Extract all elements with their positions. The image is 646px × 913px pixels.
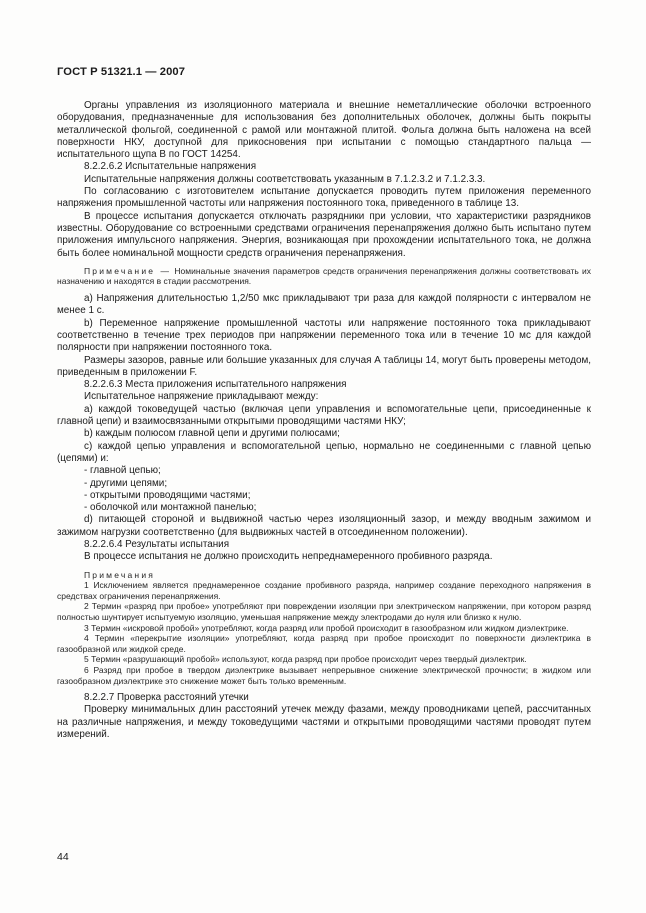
paragraph: Размеры зазоров, равные или большие указанных для случая А таблицы 14, могут быть проверены методом, приведенным в приложении F. [57,354,591,378]
paragraph: В процессе испытания допускается отключать разрядники при условии, что характеристики разрядников известны. Оборудование со встроенными средствами ограничения перенапряжения должно быть испытано путем приложения импульсного напряжения. Энергия, возникающая при прохождении испытательного тока, не должна быть более номинальной мощности средств ограничения перенапряжения. [57,210,591,259]
list-item: b) каждым полюсом главной цепи и другими полюсами; [84,428,340,440]
list-item: b) Переменное напряжение промышленной частоты или напряжение постоянного тока прикладывают соответственно в течение трех периодов при напряжении переменного тока или в течение 10 мс для каждой полярности при напряжении постоянного тока. [57,317,591,354]
dash-item: - открытыми проводящими частями; [84,489,251,501]
note-item: 1 Исключением является преднамеренное создание пробивного разряда, например создание переходного напряжения в средствах ограничения перенапряжения. [57,580,591,601]
page-number: 44 [57,851,69,863]
note [57,266,591,287]
note-item: 4 Термин «перекрытие изоляции» употребляют, когда разряд при пробое происходит по поверхности диэлектрика в газообразной или жидкой среде. [57,633,591,654]
list-item: а) Напряжения длительностью 1,2/50 мкс прикладывают три раза для каждой полярности с интервалом не менее 1 с. [57,293,591,317]
page-body [57,100,591,741]
paragraph: Органы управления из изоляционного материала и внешние неметаллические оболочки встроенного оборудования, предназначенные для использования без дополнительных оболочек, должны быть покрыты металлической фольгой, соединенной с рамой или монтажной плитой. Фольга должна быть наложена на всей поверхности НКУ, доступной для прикосновения при испытании с помощью стандартного пальца — испытательного щупа В по ГОСТ 14254. [57,100,591,161]
list-item: с) каждой цепью управления и вспомогательной цепью, нормально не соединенными с главной цепью (цепями) и: [57,440,591,464]
section-heading: 8.2.2.7 Проверка расстояний утечки [84,692,249,704]
list-item: d) питающей стороной и выдвижной частью через изоляционный зазор, и между вводным зажимом и зажимом нагрузки соответственно (для выдвижных частей в отсоединенном положении). [57,514,591,538]
paragraph: В процессе испытания не должно происходить непреднамеренного пробивного разряда. [84,551,493,563]
dash-item: - оболочкой или монтажной панелью; [84,502,257,514]
note-item: 3 Термин «искровой пробой» употребляют, когда разряд или пробой происходит в газообразном или жидком диэлектрике. [84,622,569,633]
note-text: Номинальные значения параметров средств ограничения перенапряжения должны соответствовать их назначению и находятся в стадии рассмотрения. [57,265,591,287]
section-heading: 8.2.2.6.4 Результаты испытания [84,538,230,550]
section-heading: 8.2.2.6.2 Испытательные напряжения [84,161,257,173]
dash-item: - главной цепью; [84,465,161,477]
section-heading: 8.2.2.6.3 Места приложения испытательного напряжения [84,379,347,391]
document-header: ГОСТ Р 51321.1 — 2007 [57,66,186,78]
paragraph: Испытательные напряжения должны соответствовать указанным в 7.1.2.3.2 и 7.1.2.3.3. [84,173,486,185]
note-item: 2 Термин «разряд при пробое» употребляют при повреждении изоляции при электрическом напряжении, при котором разряд полностью шунтирует испытуемую изоляцию, уменьшая напряжение между электродами до нуля или близко к нулю. [57,601,591,622]
paragraph: Проверку минимальных длин расстояний утечек между фазами, между проводниками цепей, рассчитанных на различные напряжения, и между токоведущими частями и открытыми проводящими частями проводят путем измерений. [57,704,591,740]
paragraph: По согласованию с изготовителем испытание допускается проводить путем приложения переменного напряжения промышленной частоты или напряжения постоянного тока, приведенного в таблице 13. [57,186,591,210]
notes-heading: Примечания [84,569,156,580]
paragraph: Испытательное напряжение прикладывают между: [84,391,319,403]
note-label: Примечание — [84,265,172,276]
note-item: 6 Разряд при пробое в твердом диэлектрике вызывает непрерывное снижение электрической прочности; в жидком или газообразном диэлектрике это снижение может быть только временным. [57,664,591,686]
list-item: а) каждой токоведущей частью (включая цепи управления и вспомогательные цепи, присоединенные к главной цепи) и взаимосвязанными открытыми проводящими частями НКУ; [57,403,591,428]
note-item: 5 Термин «разрушающий пробой» используют, когда разряд при пробое происходит через твердый диэлектрик. [84,654,527,665]
dash-item: - другими цепями; [84,477,168,489]
